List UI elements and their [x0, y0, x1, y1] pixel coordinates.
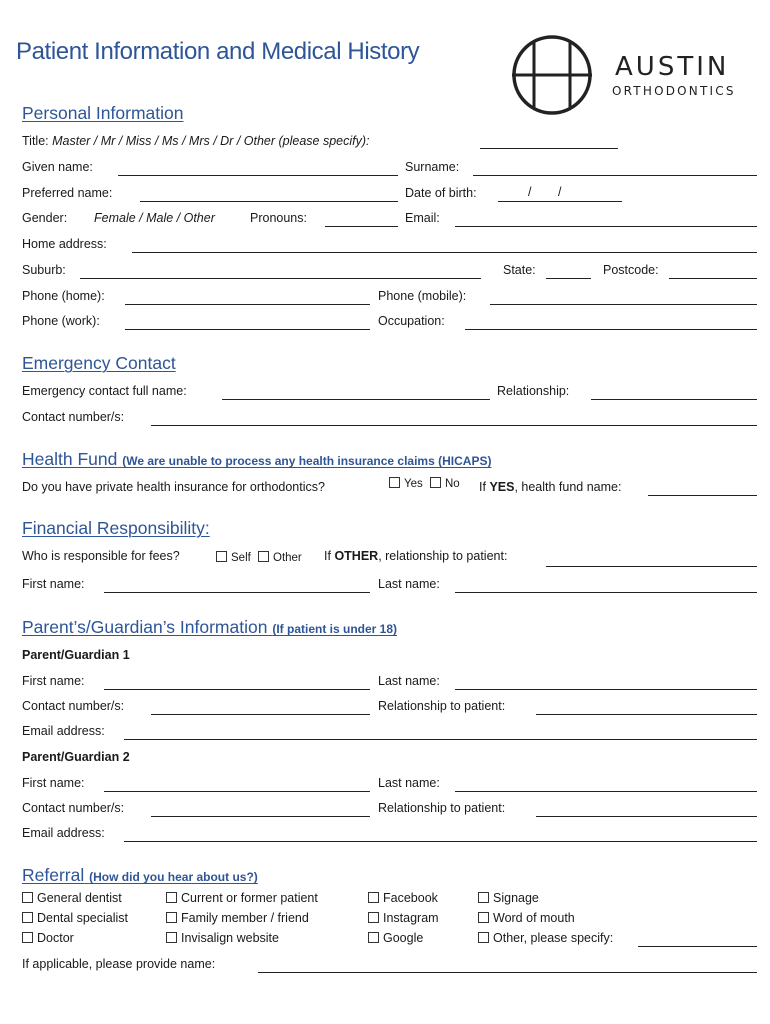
checkbox[interactable] — [368, 892, 379, 903]
referral-word-of-mouth[interactable]: Word of mouth — [478, 911, 575, 925]
postcode-label: Postcode: — [603, 263, 659, 277]
referral-dental-specialist[interactable]: Dental specialist — [22, 911, 128, 925]
home-address-field[interactable] — [132, 252, 757, 253]
fin-last-name-field[interactable] — [455, 592, 757, 593]
occupation-field[interactable] — [465, 329, 757, 330]
fees-other-checkbox[interactable] — [258, 551, 269, 562]
dob-sep-2: / — [558, 185, 562, 199]
email-label: Email: — [405, 211, 440, 225]
title-label: Title: Master / Mr / Miss / Ms / Mrs / Dr / Other (please specify): — [22, 134, 370, 148]
given-name-label: Given name: — [22, 160, 93, 174]
health-no-checkbox[interactable] — [430, 477, 441, 488]
checkbox[interactable] — [22, 932, 33, 943]
checkbox[interactable] — [166, 892, 177, 903]
state-label: State: — [503, 263, 536, 277]
state-field[interactable] — [546, 278, 591, 279]
g2-last-name-label: Last name: — [378, 776, 440, 790]
g2-contact-field[interactable] — [151, 816, 370, 817]
g2-last-name-field[interactable] — [455, 791, 757, 792]
fees-other-option[interactable]: Other — [258, 551, 302, 564]
phone-mobile-field[interactable] — [490, 304, 757, 305]
emergency-contact-label: Contact number/s: — [22, 410, 125, 424]
emergency-name-label: Emergency contact full name: — [22, 384, 187, 398]
surname-field[interactable] — [473, 175, 757, 176]
g1-relationship-label: Relationship to patient: — [378, 699, 506, 713]
guardian-1-heading: Parent/Guardian 1 — [22, 648, 130, 662]
emergency-relationship-label: Relationship: — [497, 384, 570, 398]
fees-relationship-field[interactable] — [546, 566, 757, 567]
referral-instagram[interactable]: Instagram — [368, 911, 439, 925]
health-fund-name-field[interactable] — [648, 495, 757, 496]
g2-relationship-field[interactable] — [536, 816, 757, 817]
phone-home-field[interactable] — [125, 304, 370, 305]
fees-self-checkbox[interactable] — [216, 551, 227, 562]
fees-self-option[interactable]: Self — [216, 551, 251, 564]
fees-relationship-label: If OTHER, relationship to patient: — [324, 549, 508, 563]
health-yes-checkbox[interactable] — [389, 477, 400, 488]
health-insurance-question: Do you have private health insurance for orthodontics? — [22, 480, 325, 494]
phone-work-field[interactable] — [125, 329, 370, 330]
email-field[interactable] — [455, 226, 757, 227]
logo-subtitle: ORTHODONTICS — [612, 84, 736, 98]
checkbox[interactable] — [368, 912, 379, 923]
checkbox[interactable] — [478, 912, 489, 923]
section-emergency-contact: Emergency Contact — [22, 353, 176, 373]
suburb-field[interactable] — [80, 278, 481, 279]
g1-first-name-label: First name: — [22, 674, 85, 688]
referral-invisalign[interactable]: Invisalign website — [166, 931, 279, 945]
phone-home-label: Phone (home): — [22, 289, 105, 303]
phone-work-label: Phone (work): — [22, 314, 100, 328]
g1-first-name-field[interactable] — [104, 689, 370, 690]
dob-label: Date of birth: — [405, 186, 477, 200]
suburb-label: Suburb: — [22, 263, 66, 277]
referral-provide-name-label: If applicable, please provide name: — [22, 957, 216, 971]
checkbox[interactable] — [22, 892, 33, 903]
g1-contact-label: Contact number/s: — [22, 699, 125, 713]
section-financial-responsibility: Financial Responsibility: — [22, 518, 210, 538]
checkbox[interactable] — [478, 892, 489, 903]
g2-first-name-field[interactable] — [104, 791, 370, 792]
page-title: Patient Information and Medical History — [16, 38, 420, 65]
emergency-relationship-field[interactable] — [591, 399, 757, 400]
g1-email-label: Email address: — [22, 724, 105, 738]
referral-google[interactable]: Google — [368, 931, 423, 945]
dob-sep-1: / — [528, 185, 532, 199]
austin-logo-icon — [510, 33, 594, 117]
surname-label: Surname: — [405, 160, 460, 174]
checkbox[interactable] — [166, 932, 177, 943]
guardian-2-heading: Parent/Guardian 2 — [22, 750, 130, 764]
referral-other-field[interactable] — [638, 946, 757, 947]
section-guardian-information: Parent’s/Guardian’s Information (If patient is under 18) — [22, 617, 398, 637]
fin-last-name-label: Last name: — [378, 577, 440, 591]
g2-email-label: Email address: — [22, 826, 105, 840]
referral-family-friend[interactable]: Family member / friend — [166, 911, 309, 925]
emergency-name-field[interactable] — [222, 399, 490, 400]
preferred-name-field[interactable] — [140, 201, 398, 202]
referral-other[interactable]: Other, please specify: — [478, 931, 613, 945]
g2-contact-label: Contact number/s: — [22, 801, 125, 815]
g1-last-name-field[interactable] — [455, 689, 757, 690]
section-referral: Referral (How did you hear about us?) — [22, 865, 258, 885]
pronouns-label: Pronouns: — [250, 211, 307, 225]
section-personal-information: Personal Information — [22, 103, 184, 123]
given-name-field[interactable] — [118, 175, 398, 176]
g1-relationship-field[interactable] — [536, 714, 757, 715]
gender-label: Gender: — [22, 211, 68, 225]
occupation-label: Occupation: — [378, 314, 445, 328]
pronouns-field[interactable] — [325, 226, 398, 227]
preferred-name-label: Preferred name: — [22, 186, 113, 200]
g1-email-field[interactable] — [124, 739, 757, 740]
checkbox[interactable] — [478, 932, 489, 943]
fin-first-name-label: First name: — [22, 577, 85, 591]
g2-relationship-label: Relationship to patient: — [378, 801, 506, 815]
checkbox[interactable] — [368, 932, 379, 943]
g2-email-field[interactable] — [124, 841, 757, 842]
gender-options[interactable]: Female / Male / Other — [94, 211, 215, 225]
g2-first-name-label: First name: — [22, 776, 85, 790]
g1-contact-field[interactable] — [151, 714, 370, 715]
referral-signage[interactable]: Signage — [478, 891, 539, 905]
referral-doctor[interactable]: Doctor — [22, 931, 74, 945]
health-fund-name-label: If YES, health fund name: — [479, 480, 622, 494]
fees-question: Who is responsible for fees? — [22, 549, 180, 563]
postcode-field[interactable] — [669, 278, 757, 279]
checkbox[interactable] — [166, 912, 177, 923]
checkbox[interactable] — [22, 912, 33, 923]
health-yes-option[interactable]: Yes — [389, 477, 423, 490]
dob-field[interactable] — [498, 201, 622, 202]
fin-first-name-field[interactable] — [104, 592, 370, 593]
logo-wordmark: AUSTIN — [615, 52, 730, 82]
home-address-label: Home address: — [22, 237, 107, 251]
phone-mobile-label: Phone (mobile): — [378, 289, 467, 303]
g1-last-name-label: Last name: — [378, 674, 440, 688]
title-other-field[interactable] — [480, 148, 618, 149]
referral-general-dentist[interactable]: General dentist — [22, 891, 122, 905]
referral-provide-name-field[interactable] — [258, 972, 757, 973]
emergency-contact-field[interactable] — [151, 425, 757, 426]
referral-current-patient[interactable]: Current or former patient — [166, 891, 318, 905]
health-no-option[interactable]: No — [430, 477, 460, 490]
referral-facebook[interactable]: Facebook — [368, 891, 438, 905]
section-health-fund: Health Fund (We are unable to process any health insurance claims (HICAPS) — [22, 449, 492, 469]
